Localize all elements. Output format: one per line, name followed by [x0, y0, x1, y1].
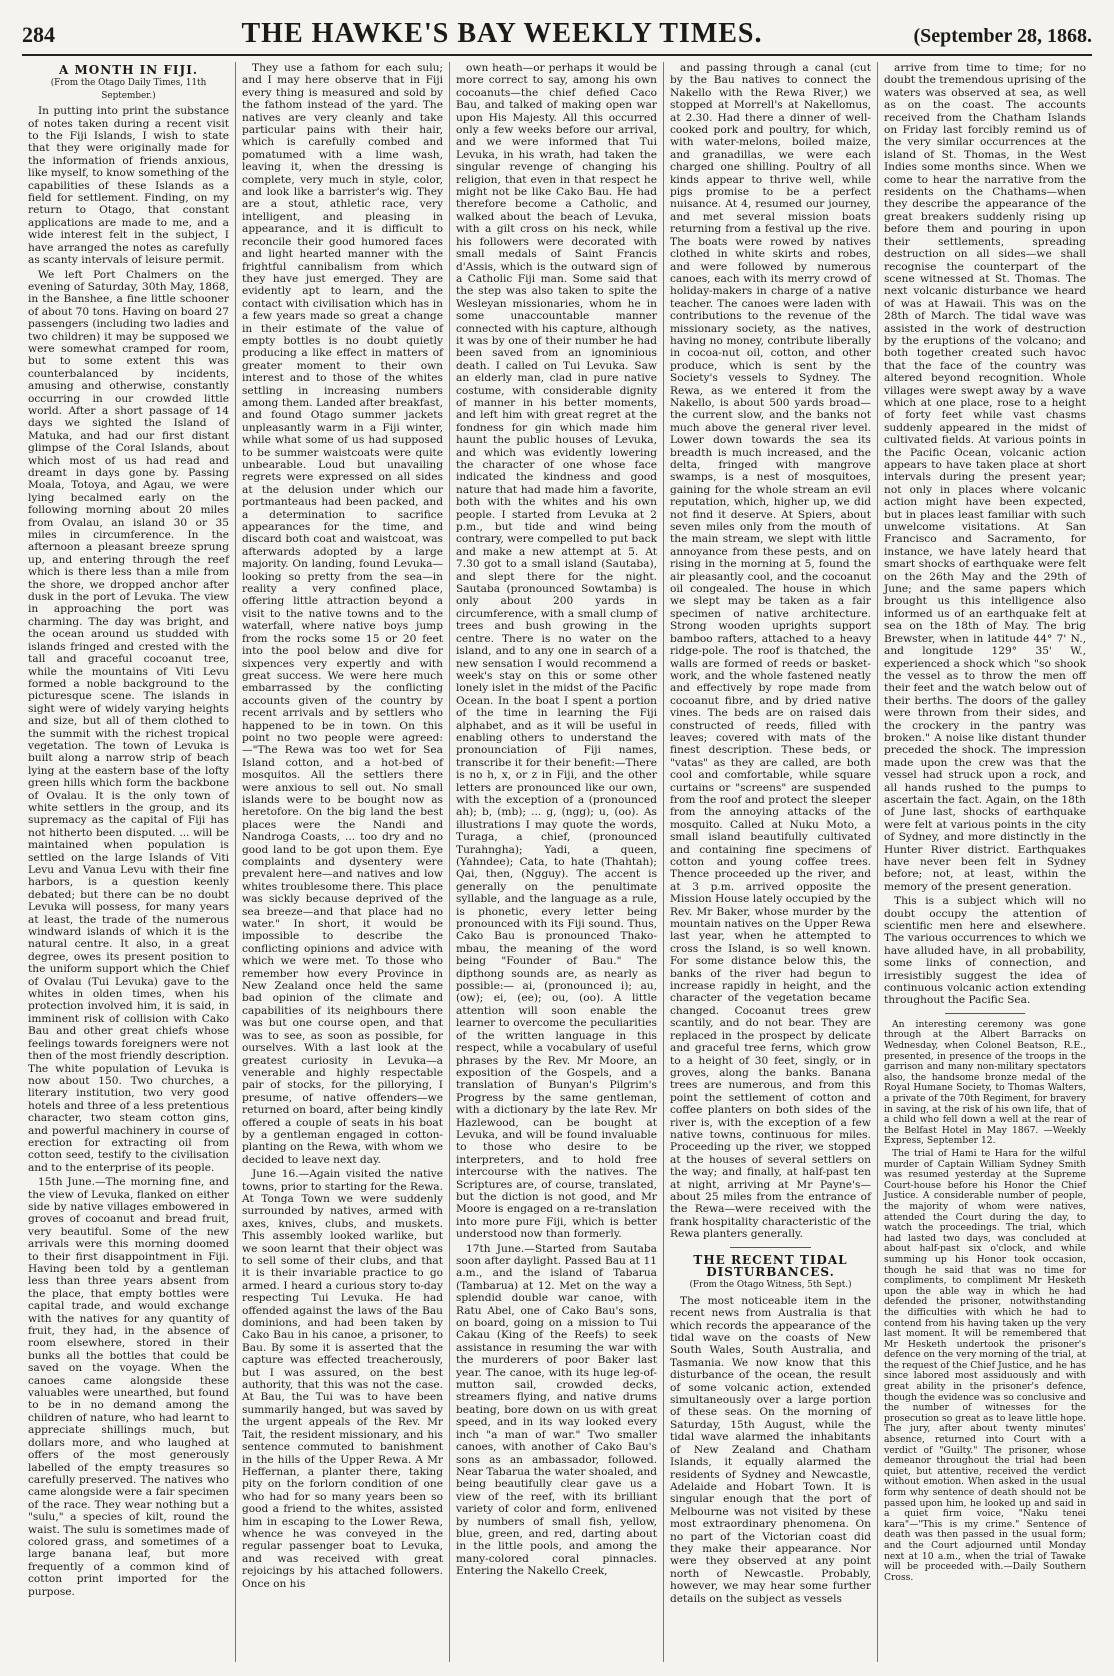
paragraph: An interesting ceremony was gone through at the Albert Barracks on Wednesday, when Colonel Beatson, R.E., presented, in presence of the troops in the garrison and many non-military spectators also, the handsome bronze medal of the Royal Humane Society, to Thomas Walters, a private of the 70th Regiment, for bravery in saving, at the risk of his own life, that of a child who fell down a well at the rear of the Belfast Hotel in May 1867. —Weekly Express, September 12. [884, 1018, 1086, 1147]
paragraph: arrive from time to time; for no doubt the tremendous uprising of the waters was observed at sea, as well as on the coast. The accounts received from the Chatham Islands on Friday last forcibly remind us of the very similar occurrences at the island of St. Thomas, in the West Indies some months since. When we come to hear the narrative from the residents on the Chathams—when they describe the appearance of the great breakers suddenly rising up before them and pouring in upon their settlements, spreading destruction on all sides—we shall recognise the counterpart of the scene witnessed at St. Thomas. The next volcanic disturbance we heard of was at Hawaii. This was on the 28th of March. The tidal wave was assisted in the work of destruction by the eruptions of the volcano; and both together created such havoc that the face of the country was altered beyond recognition. Whole villages were swept away by a wave which at one place, rose to a height of forty feet while vast chasms suddenly appeared in the midst of cultivated fields. At various points in the Pacific Ocean, volcanic action appears to have taken place at short intervals during the present year; not only in places where volcanic action might have been expected, but in places least familiar with such unwelcome visitations. At San Francisco and Sacramento, for instance, we have lately heard that smart shocks of earthquake were felt on the 26th May and the 29th of June; and the same papers which brought us this intelligence also informed us of an earthquake felt at sea on the 18th of May. The brig Brewster, when in latitude 44° 7' N., and longitude 129° 35' W., experienced a shock which "so shook the vessel as to throw the men off their feet and the watch below out of their berths. The doors of the galley were thrown from their sides, and the crockery in the pantry was broken." A noise like distant thunder preceded the shock. The impression made upon the crew was that the vessel had struck upon a rock, and all hands rushed to the pumps to ascertain the fact. Again, on the 18th of June last, shocks of earthquake were felt at various points in the city of Sydney, and more distinctly in the Hunter River district. Earthquakes have never been felt in Sydney before; not, at least, within the memory of the present generation. [884, 62, 1086, 893]
issue-date: (September 28, 1868. [913, 25, 1092, 47]
paragraph: The trial of Hami te Hara for the wilful murder of Captain William Sydney Smith was resumed yesterday at the Supreme Court-house before his Honor the Chief Justice. A considerable number of people, the majority of whom were natives, attended the Court during the day, to watch the proceedings. The trial, which had lasted two days, was concluded at about half-past six o'clock, and while summing up his Honor took occasion, though he said that was no time for compliments, to compliment Mr Hesketh upon the able way in which he had defended the prisoner, notwithstanding the difficulties with which he had to contend from his having taken up the very last moment. It will be remembered that Mr Hesketh undertook the prisoner's defence on the very morning of the trial, at the request of the Chief Justice, and he has since labored most assiduously and with great ability in the prisoner's defence, though the evidence was so conclusive and the number of witnesses for the prosecution so great as to leave little hope. The jury, after about twenty minutes' absence, returned into Court with a verdict of "Guilty." The prisoner, whose demeanor throughout the trial had been quiet, but attentive, received the verdict without emotion. When asked in the usual form why sentence of death should not be passed upon him, he looked up and said in a quiet firm voice, "Naku tenei kara"—"This is my crime." Sentence of death was then passed in the usual form; and the Court adjourned until Monday next at 10 a.m., when the trial of Tawake will be proceeded with.—Daily Southern Cross. [884, 1148, 1086, 1583]
article-columns [22, 62, 1092, 1662]
paragraph: In putting into print the substance of notes taken during a recent visit to the Fiji Islands, I wish to state that they were originally made for the information of friends anxious, like myself, to know something of the capabilities of these Islands as a field for settlement. Finding, on my return to Otago, that constant applications are made to me, and a wide interest felt in the subject, I have arranged the notes as carefully as scanty intervals of leisure permit. [28, 105, 229, 267]
column-2 [236, 62, 450, 1662]
divider [945, 1013, 1026, 1014]
article-headline-tidal: THE RECENT TIDAL DISTURBANCES. [693, 1252, 848, 1279]
paragraph: They use a fathom for each sulu; and I may here observe that in Fiji every thing is measured and sold by the fathom instead of the yard. The natives are very cleanly and take particular pains with their hair, which is carefully combed and pomatumed with a lime wash, leaving it, when the dressing is complete, very much in style, color, and look like a barrister's wig. They are a stout, athletic race, very intelligent, and pleasing in appearance, and it is difficult to reconcile their good humored faces and light hearted manner with the frightful cannibalism from which they have just emerged. They are evidently apt to learn, and the contact with civilisation which has in a few years made so great a change in their estimate of the value of empty bottles is no doubt quietly producing a like effect in matters of greater moment to their own interest and to those of the whites settling in increasing numbers among them. Landed after breakfast, and found Otago summer jackets unpleasantly warm in a Fiji winter, while what some of us had supposed to be summer waistcoats were quite unbearable. Loud but unavailing regrets were expressed on all sides at the delusion under which our portmanteaus had been packed, and a determination to sacrifice appearances for the time, and discard both coat and waistcoat, was afterwards adopted by a large majority. On landing, found Levuka—looking so pretty from the sea—in reality a very confined place, offering little attraction beyond a visit to the native towns and to the waterfall, where native boys jump from the rocks some 15 or 20 feet into the pool below and dive for sixpences very expertly and with great success. We were here much embarrassed by the conflicting accounts given of the country by recent arrivals and by settlers who happened to be in town. On this point no two people were agreed: —"The Rewa was too wet for Sea Island cotton, and a hot-bed of mosquitos. All the settlers there were anxious to sell out. No small islands were to be bought now as heretofore. On the big land the best places were the Nandi and Nandroga Coasts, ... too dry and no good land to be got upon them. Eye complaints and dysentery were prevalent here—and natives and low whites troublesome there. This place was sickly because deprived of the sea breeze—and that place had no water." In short, it would be impossible to describe the conflicting opinions and advice with which we were met. To those who remember how every Province in New Zealand once held the same bad opinion of the climate and capabilities of its neighbours there was but one course open, and that was to see, as soon as possible, for ourselves. With a last look at the greatest curiosity in Levuka—a venerable and highly respectable pair of stocks, for the pillorying, I presume, of native offenders—we returned on board, after being kindly offered a couple of seats in his boat by a gentleman engaged in cotton-planting on the Rewa, with whom we decided to leave next day. [242, 62, 443, 1166]
paragraph: We left Port Chalmers on the evening of Saturday, 30th May, 1868, in the Banshee, a fine little schooner of about 70 tons. Having on board 27 passengers (including two ladies and two children) it may be supposed we were somewhat cramped for room, but to some extent this was counterbalanced by incidents, amusing and otherwise, constantly occurring in our crowded little world. After a short passage of 14 days we sighted the Island of Matuka, and had our first distant glimpse of the Coral Islands, about which most of us had read and dreamt in days gone by. Passing Moala, Totoya, and Agau, we were lying becalmed early on the following morning about 20 miles from Ovalau, an island 30 or 35 miles in circumference. In the afternoon a pleasant breeze sprung up, and entering through the reef which is there less than a mile from the shore, we dropped anchor after dusk in the port of Levuka. The view in approaching the port was charming. The day was bright, and the ocean around us studded with islands fringed and crested with the tall and graceful cocoanut tree, while the mountains of Viti Levu formed a noble background to the picturesque scene. The islands in sight were of widely varying heights and size, but all of them clothed to the summit with the richest tropical vegetation. The town of Levuka is built along a narrow strip of beach lying at the eastern base of the lofty green hills which form the backbone of Ovalau. It is the only town of white settlers in the group, and its supremacy as the capital of Fiji has not hitherto been disputed. ... will be maintained when population is settled on the large Islands of Viti Levu and Vanua Levu with their fine harbors, is a question keenly debated; but there can be no doubt Levuka will possess, for many years at least, the trade of the numerous windward islands of which it is the natural centre. It also, in a great degree, owes its present position to the uniform support which the Chief of Ovalau (Tui Levuka) gave to the whites in olden times, when his protection involved him, it is said, in imminent risk of collision with Cako Bau and other great chiefs whose feelings towards foreigners were not then of the most friendly description. The white population of Levuka is now about 150. Two churches, a literary institution, two very good hotels and three of a less pretentious character, two steam cotton gins, and powerful machinery in course of erection for extracting oil from cotton seed, testify to the civilisation and to the enterprise of its people. [28, 268, 229, 1174]
column-5 [878, 62, 1092, 1662]
column-4 [664, 62, 878, 1662]
column-3 [450, 62, 664, 1662]
paragraph: The most noticeable item in the recent news from Australia is that which records the appearance of the tidal wave on the coasts of New South Wales, South Australia, and Tasmania. We now know that this disturbance of the ocean, the result of some volcanic action, extended simultaneously over a large portion of these seas. On the morning of Saturday, 15th August, while the tidal wave alarmed the inhabitants of New Zealand and Chatham Islands, it equally alarmed the residents of Sydney and Newcastle, Adelaide and Hobart Town. It is singular enough that the port of Melbourne was not visited by these most extraordinary phenomena. On no part of the Victorian coast did they make their appearance. Nor were they observed at any point north of Newcastle. Probably, however, we may hear some further details on the subject as vessels [670, 1294, 871, 1605]
news-brief-trial [884, 1149, 1086, 1583]
column-1 [22, 62, 236, 1662]
paragraph: own heath—or perhaps it would be more correct to say, among his own cocoanuts—the chief defied Caco Bau, and talked of making open war upon His Majesty. All this occurred only a few weeks before our arrival, and we were informed that Tui Levuka, in his wrath, had taken the singular revenge of changing his religion, that even in that respect he might not be like Cako Bau. He had therefore become a Catholic, and walked about the beach of Levuka, with a gilt cross on his neck, while his followers were decorated with small medals of Saint Francis d'Assis, which is the outward sign of a Catholic Fiji man. Some said that the step was also taken to spite the Wesleyan missionaries, whom he in some unaccountable manner connected with his capture, although it was by one of their number he had been saved from an ignominious death. I called on Tui Levuka. Saw an elderly man, clad in pure native costume, with considerable dignity of manner in his better moments, and left him with great regret at the fondness for gin which made him haunt the public houses of Levuka, and which was evidently lowering the character of one whose face indicated the kindness and good nature that had made him a favorite, both with the whites and his own people. I started from Levuka at 2 p.m., but tide and wind being contrary, were compelled to put back and make a new attempt at 5. At 7.30 got to a small island (Sautaba), and slept there for the night. Sautaba (pronounced Sowtamba) is only about 200 yards in circumference, with a small clump of trees and bush growing in the centre. There is no water on the island, and to any one in search of a new sensation I would recommend a week's stay on this or some other lonely islet in the midst of the Pacific Ocean. In the boat I spent a portion of the time in learning the Fiji alphabet, and as it will be useful in enabling others to understand the pronounciation of Fiji names, transcribe it for their benefit:—There is no h, x, or z in Fiji, and the other letters are pronounced like our own, with the exception of a (pronounced ah); b, (mb); ... g, (ngg); u, (oo). As illustrations I may quote the words, Turaga, a chief, (pronounced Turahngha); Yadi, a queen, (Yahndee); Cata, to hate (Thahtah); Qai, then, (Ngguy). The accent is generally on the penultimate syllable, and the language as a rule, is phonetic, every letter being pronounced with its Fiji sound. Thus, Cako Bau is pronounced Thako-mbau, the meaning of the word being "Founder of Bau." The dipthong sounds are, as nearly as possible:— ai, (pronounced i); au, (ow); ei, (ee); ou, (oo). A little attention will soon enable the learner to overcome the peculiarities of the written language in this respect, while a vocabulary of useful phrases by the Rev. Mr Moore, an exposition of the Gospels, and a translation of Bunyan's Pilgrim's Progress by the same gentleman, with a dictionary by the late Rev. Mr Hazlewood, can be bought at Levuka, and will be found invaluable to those who desire to be interpreters, and to hold free intercourse with the natives. The Scriptures are, of course, translated, but the diction is not good, and Mr Moore is engaged on a re-translation into more pure Fiji, which is better understood now than formerly. [456, 62, 657, 1241]
paragraph: This is a subject which will no doubt occupy the attention of scientific men here and elsewhere. The various occurrences to which we have alluded have, in all probability, some links of connection, and irresistibly suggest the idea of continuous volcanic action extending throughout the Pacific Sea. [884, 895, 1086, 1007]
article-source-tidal: (From the Otago Witness, 5th Sept.) [689, 1280, 852, 1291]
news-brief-ceremony [884, 1020, 1086, 1147]
newspaper-title: THE HAWKE'S BAY WEEKLY TIMES. [241, 18, 763, 49]
divider [730, 1247, 810, 1248]
paragraph: 15th June.—The morning fine, and the view of Levuka, flanked on either side by native villages embowered in groves of cocoanut and bread fruit, very beautiful. Some of the new arrivals were this morning doomed to their first disappointment in Fiji. Having been told by a gentleman less than three years absent from the place, that empty bottles were capital trade, and would exchange with the natives for any quantity of fruit, they had, in the absence of room elsewhere, stored in their bunks all the bottles that could be saved on the voyage. When the canoes came alongside these valuables were unearthed, but found to be in no demand among the children of nature, who had learnt to appreciate shillings much, but dollars more, and who laughed at offers of the most generously labelled of the empty treasures so carefully preserved. The natives who came alongside were a fair specimen of the race. They wear nothing but a "sulu," a species of kilt, round the waist. The sulu is sometimes made of colored grass, and sometimes of a large banana leaf, but more frequently of a common kind of cotton print imported for the purpose. [28, 1176, 229, 1598]
article-headline-fiji: A MONTH IN FIJI. [59, 63, 198, 77]
paragraph: June 16.—Again visited the native towns, prior to starting for the Rewa. At Tonga Town we were suddenly surrounded by natives, armed with axes, knives, clubs, and muskets. This assembly looked warlike, but we soon learnt that their object was to sell some of their clubs, and that it is their invariable practice to go armed. I heard a curious story to-day respecting Tui Levuka. He had offended against the laws of the Bau dominions, and had been taken by Cako Bau in his canoe, a prisoner, to Bau. By some it is asserted that the capture was effected treacherously, but I was assured, on the best authority, that this was not the case. At Bau, the Tui was to have been summarily hanged, but was saved by the urgent appeals of the Rev. Mr Tait, the resident missionary, and his sentence commuted to banishment in the hills of the Upper Rewa. A Mr Heffernan, a planter there, taking pity on the forlorn condition of one who had for so many years been so good a friend to the whites, assisted him in escaping to the Lower Rewa, whence he was conveyed in the regular passenger boat to Levuka, and was received with great rejoicings by his attached followers. Once on his [242, 1168, 443, 1590]
masthead [22, 18, 1092, 56]
article-source-fiji: (From the Otago Daily Times, 11th September.) [50, 78, 207, 101]
paragraph: 17th June.—Started from Sautaba soon after daylight. Passed Bau at 11 a.m., and the island of Tabarua (Tambarua) at 12. Met on the way a splendid double war canoe, with Ratu Abel, one of Cako Bau's sons, on board, going on a mission to Tui Cakau (King of the Reefs) to seek assistance in resuming the war with the murderers of poor Baker last year. The canoe, with its huge leg-of-mutton sail, crowded decks, streamers flying, and native drums beating, bore down on us with great speed, and in its way looked every inch "a man of war." Two smaller canoes, with another of Cako Bau's sons as an ambassador, followed. Near Tabarua the water shoaled, and being beautifully clear gave us a view of the reef, with its brilliant variety of color and form, enlivened by numbers of small fish, yellow, blue, green, and red, darting about in the little pools, and among the many-colored coral pinnacles. Entering the Nakello Creek, [456, 1242, 657, 1578]
page-number: 284 [22, 22, 55, 47]
paragraph: and passing through a canal (cut by the Bau natives to connect the Nakello with the Rewa River,) we stopped at Morrell's at Nakellomus, at 2.30. Had there a dinner of well-cooked pork and poultry, for which, with water-melons, boiled maize, and granadillas, we were each charged one shilling. Poultry of all kinds appear to thrive well, while pigs promise to be a perfect nuisance. At 4, resumed our journey, and met several mission boats returning from a festival up the rive. The boats were rowed by natives clothed in white skirts and robes, and were followed by numerous canoes, each with its merry crowd of holiday-makers in charge of a native teacher. The canoes were laden with contributions to the revenue of the missionary society, as the natives, having no money, contribute liberally in cocoa-nut oil, cotton, and other produce, which is sent by the Society's vessels to Sydney. The Rewa, as we entered it from the Nakello, is about 500 yards broad—the current slow, and the banks not much above the general river level. Lower down towards the sea its breadth is much increased, and the delta, fringed with mangrove swamps, is a nest of mosquitoes, gaining for the whole stream an evil reputation, which, higher up, we did not find it deserve. At Spiers, about seven miles only from the mouth of the main stream, we slept with little annoyance from these pests, and on rising in the morning at 5, found the air pleasantly cool, and the cocoanut oil congealed. The house in which we slept may be taken as a fair specimen of native architecture. Strong wooden uprights support bamboo rafters, attached to a heavy ridge-pole. The roof is thatched, the walls are formed of reeds or basket-work, and the whole fastened neatly and effectively by rope made from cocoanut fibre, and by dried native vines. The beds are on raised dais constructed of reeds, filled with leaves; covered with mats of the finest description. These beds, or "vatas" as they are called, are both cool and comfortable, while square curtains or "screens" are suspended from the roof and protect the sleeper from the annoying attacks of the mosquito. Called at Nuku Moto, a small island beautifully cultivated and containing fine specimens of cotton and young coffee trees. Thence proceeded up the river, and at 3 p.m. arrived opposite the Mission House lately occupied by the Rev. Mr Baker, whose murder by the mountain natives on the Upper Rewa last year, when he attempted to cross the Island, is so well known. For some distance below this, the banks of the river had begun to increase rapidly in height, and the character of the vegetation became changed. Cocoanut trees grew scantily, and do not bear. They are replaced in the prospect by delicate and graceful tree ferns, which grow to a height of 30 feet, singly, or in groves, along the banks. Banana trees are numerous, and from this point the settlement of cotton and coffee planters on both sides of the river is, with the exception of a few native towns, continuous for miles. Proceeding up the river, we stopped at the houses of several settlers on the way; and finally, at half-past ten at night, arriving at Mr Payne's—about 25 miles from the entrance of the Rewa—were received with the frank hospitality characteristic of the Rewa planters generally. [670, 62, 871, 1241]
